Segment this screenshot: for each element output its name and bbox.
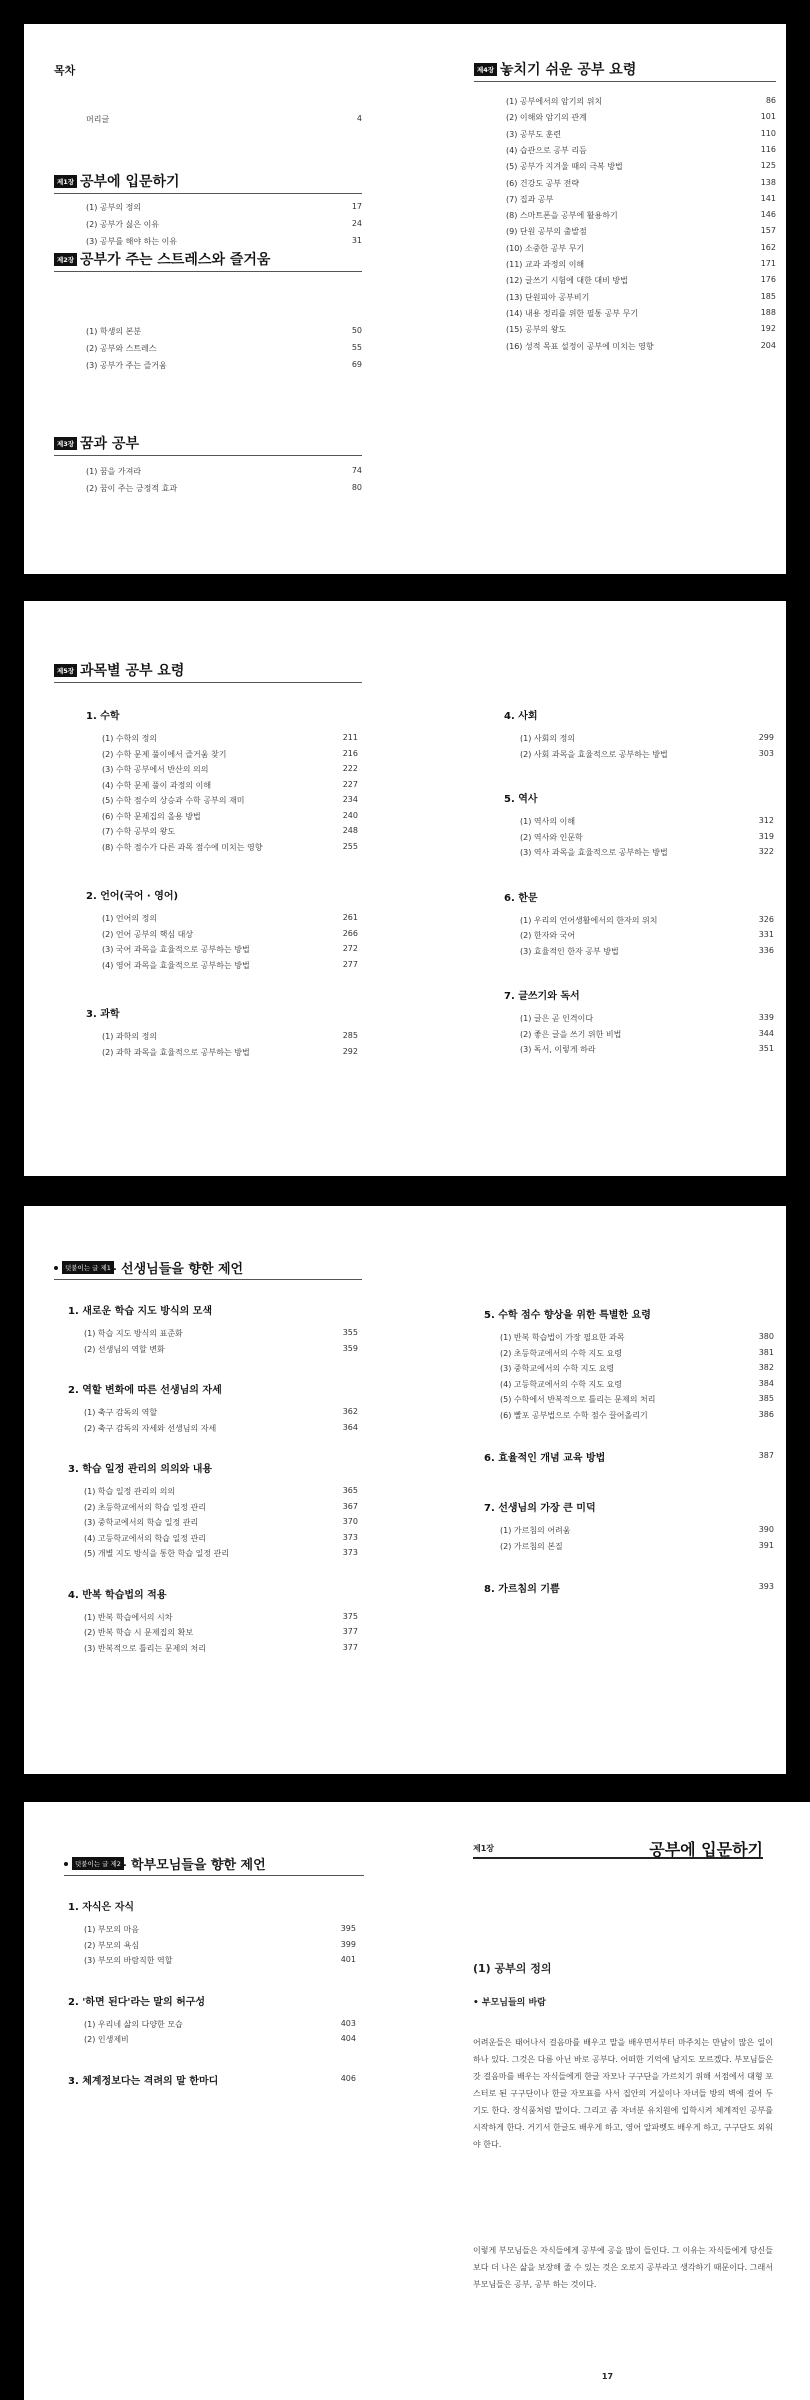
toc-entry bbox=[86, 202, 362, 216]
entry-title: (1) 사회의 정의 bbox=[520, 734, 576, 743]
section-heading: 3. 체계정보다는 격려의 말 한마디 bbox=[68, 2075, 219, 2087]
entry-page: 248 bbox=[342, 826, 358, 835]
entry-page: 377 bbox=[342, 1627, 358, 1636]
entry-title: (3) 반복적으로 틀리는 문제의 처리 bbox=[84, 1643, 206, 1653]
entry-title: (2) 역사와 인문학 bbox=[520, 832, 583, 842]
entry-page: 319 bbox=[758, 831, 774, 841]
toc-entry bbox=[520, 930, 774, 944]
toc-entry bbox=[520, 946, 774, 960]
entry-title: (2) 좋은 글을 쓰기 위한 비법 bbox=[520, 1029, 622, 1039]
entry-title: (2) 수학 문제 풀이에서 즐거움 찾기 bbox=[102, 749, 227, 759]
entry-title: (3) 공부가 주는 즐거움 bbox=[86, 361, 167, 370]
entry-title: (7) 집과 공부 bbox=[506, 194, 554, 204]
toc-heading: 목차 bbox=[54, 64, 76, 77]
entry-page: 141 bbox=[760, 193, 776, 203]
entry-title: (2) 꿈이 주는 긍정적 효과 bbox=[86, 484, 178, 493]
appendix-heading bbox=[54, 1256, 362, 1280]
section-heading: 2. '하면 된다'라는 말의 허구성 bbox=[68, 1996, 206, 2008]
entry-title: (2) 공부와 스트레스 bbox=[86, 344, 157, 353]
chapter-badge: 제3장 bbox=[54, 437, 77, 450]
entry-page: 55 bbox=[351, 343, 362, 352]
entry-title: (4) 영어 과목을 효율적으로 공부하는 방법 bbox=[102, 960, 250, 970]
entry-title: (1) 반복 학습에서의 시차 bbox=[84, 1612, 173, 1622]
entry-title: (2) 인생제비 bbox=[84, 2035, 129, 2044]
entry-page: 339 bbox=[758, 1013, 774, 1022]
entry-page: 381 bbox=[758, 1347, 774, 1357]
entry-title: (2) 초등학교에서의 수학 지도 요령 bbox=[500, 1348, 622, 1358]
toc-entry bbox=[520, 915, 774, 929]
toc-entry bbox=[500, 1541, 774, 1555]
toc-entry bbox=[102, 811, 358, 825]
toc-entry bbox=[500, 1332, 774, 1346]
entry-title: (16) 성적 목표 설정이 공부에 미치는 영향 bbox=[506, 341, 654, 351]
entry-page: 373 bbox=[342, 1532, 358, 1542]
toc-entry bbox=[102, 944, 358, 958]
toc-entry bbox=[84, 1486, 358, 1500]
toc-entry bbox=[102, 929, 358, 943]
section-heading: 5. 수학 점수 향상을 위한 특별한 요령 bbox=[484, 1310, 651, 1321]
entry-page: 386 bbox=[758, 1409, 774, 1419]
entry-title: (8) 수학 점수가 다른 과목 점수에 미치는 영향 bbox=[102, 842, 263, 852]
toc-entry bbox=[520, 733, 774, 747]
entry-title: (2) 이해와 암기의 관계 bbox=[506, 113, 587, 123]
toc-entry bbox=[506, 161, 776, 175]
toc-entry bbox=[500, 1525, 774, 1539]
entry-page: 303 bbox=[758, 748, 774, 758]
chapter-badge: 제5장 bbox=[54, 664, 77, 677]
entry-title: (5) 개별 지도 방식을 통한 학습 일정 관리 bbox=[84, 1549, 230, 1558]
entry-page: 299 bbox=[758, 733, 774, 742]
entry-title: (2) 한자와 국어 bbox=[520, 931, 576, 940]
toc-entry bbox=[84, 1612, 358, 1626]
appendix-tag: 덧붙이는 글 제1 bbox=[62, 1261, 114, 1274]
toc-entry bbox=[86, 466, 362, 480]
section-heading: 1. 수학 bbox=[86, 711, 120, 722]
chapter-number: 제1장 bbox=[473, 1844, 495, 1853]
toc-entry bbox=[102, 913, 358, 927]
entry-page: 185 bbox=[760, 291, 776, 301]
section-page: 387 bbox=[758, 1451, 774, 1460]
entry-page: 138 bbox=[760, 177, 776, 187]
entry-title: (2) 언어 공부의 핵심 대상 bbox=[102, 929, 194, 939]
entry-title: (6) 빨포 공부법으로 수학 점수 끌어올리기 bbox=[500, 1410, 648, 1420]
toc-entry bbox=[102, 826, 358, 840]
toc-entry bbox=[102, 733, 358, 747]
entry-title: (1) 부모의 마음 bbox=[84, 1925, 140, 1934]
entry-title: (1) 학습 일정 관리의 의의 bbox=[84, 1487, 176, 1496]
entry-page: 370 bbox=[342, 1517, 358, 1526]
toc-entry bbox=[86, 360, 362, 374]
entry-title: (5) 수학 점수의 상승과 수학 공부의 재미 bbox=[102, 796, 245, 805]
chapter-heading bbox=[54, 659, 362, 683]
entry-title: (2) 부모의 욕심 bbox=[84, 1940, 140, 1950]
chapter-heading bbox=[54, 432, 362, 456]
toc-entry bbox=[102, 1047, 358, 1061]
entry-page: 382 bbox=[758, 1363, 774, 1372]
chapter-title: 놓치기 쉬운 공부 요령 bbox=[500, 62, 637, 78]
toc-entry bbox=[84, 1548, 358, 1562]
entry-page: 403 bbox=[340, 2018, 356, 2028]
toc-page-4 bbox=[24, 1802, 405, 2400]
toc-entry bbox=[86, 114, 362, 128]
entry-title: (1) 축구 감독의 역할 bbox=[84, 1408, 158, 1417]
entry-page: 359 bbox=[342, 1343, 358, 1353]
entry-title: (3) 공부도 훈련 bbox=[506, 129, 562, 139]
chapter-badge: 제2장 bbox=[54, 253, 77, 266]
section-heading: 4. 반복 학습법의 적용 bbox=[68, 1589, 167, 1601]
entry-title: (1) 수학의 정의 bbox=[102, 734, 158, 743]
section-page: 406 bbox=[340, 2073, 356, 2083]
entry-title: (1) 꿈을 가져라 bbox=[86, 467, 142, 476]
entry-page: 377 bbox=[342, 1642, 358, 1652]
entry-title: (1) 가르침의 어려움 bbox=[500, 1526, 571, 1535]
toc-entry bbox=[520, 832, 774, 846]
entry-title: (12) 글쓰기 시험에 대한 대비 방법 bbox=[506, 276, 628, 286]
entry-page: 204 bbox=[760, 340, 776, 350]
toc-entry bbox=[506, 275, 776, 289]
toc-entry bbox=[506, 243, 776, 257]
entry-page: 364 bbox=[342, 1422, 358, 1432]
toc-entry bbox=[102, 842, 358, 856]
toc-entry bbox=[520, 1029, 774, 1043]
entry-page: 74 bbox=[351, 466, 362, 475]
entry-page: 222 bbox=[342, 764, 358, 773]
toc-entry bbox=[84, 1502, 358, 1516]
entry-title: (14) 내용 정리를 위한 필통 공부 무기 bbox=[506, 308, 639, 318]
entry-page: 384 bbox=[758, 1378, 774, 1388]
entry-title: (4) 습관으로 공부 리듬 bbox=[506, 145, 587, 155]
chapter-heading bbox=[54, 170, 362, 194]
chapter-heading bbox=[474, 58, 776, 82]
appendix-tag: 덧붙이는 글 제2 bbox=[72, 1857, 124, 1870]
toc-page-2 bbox=[24, 601, 786, 1176]
entry-title: (5) 수학에서 반복적으로 틀리는 문제의 처리 bbox=[500, 1395, 656, 1404]
body-paragraph-1: 어려운들은 태어나서 걸음마를 배우고 말을 배우면서부터 마주치는 만남이 많은 일이 하나 있다. 그것은 다름 아닌 바로 공부다. 어떠한 기억에 남지도 모르겠다. 부모님들은 갓 걸음마를 배우는 자식들에게 한글 자모나 구구단을 가르치기 위해 서점에서 대형 포스터로 된 구구단이나 한글 자모표를 사서 집안의 거실이나 자녀들 방의 벽에 걸어 두기도 한다. 장식품처럼 말이다. 그리고 좀 자녀분 유치원에 입학시켜 체계적인 공부를 시작하게 한다. 거기서 한글도 배우게 하고, 영어 알파벳도 배우게 하고, 구구단도 외워야 한다. bbox=[473, 2038, 773, 2149]
chapter-title: 과목별 공부 요령 bbox=[80, 663, 185, 679]
entry-title: (3) 수학 공부에서 반산의 의의 bbox=[102, 765, 209, 774]
toc-entry bbox=[500, 1379, 774, 1393]
chapter-title: 공부에 입문하기 bbox=[649, 1840, 763, 1859]
body-paragraph-2: 이렇게 부모님들은 자식들에게 공부에 공을 많이 들인다. 그 이유는 자식들에게 당신들보다 더 나은 삶을 보장해 줄 수 있는 것은 오로지 공부라고 생각하기 때문이다. 그래서 부모님들은 공부, 공부 하는 것이다. bbox=[473, 2246, 773, 2289]
toc-entry bbox=[84, 1940, 356, 1954]
entry-title: (2) 선생님의 역할 변화 bbox=[84, 1344, 165, 1354]
appendix-title: – 선생님들을 향한 제언 bbox=[110, 1262, 244, 1277]
entry-title: (2) 사회 과목을 효율적으로 공부하는 방법 bbox=[520, 749, 668, 759]
toc-entry bbox=[520, 847, 774, 861]
entry-page: 277 bbox=[342, 959, 358, 969]
entry-page: 234 bbox=[342, 795, 358, 804]
chapter-title: 공부에 입문하기 bbox=[80, 174, 180, 190]
section-heading: 2. 역할 변화에 따른 선생님의 자세 bbox=[68, 1385, 222, 1396]
entry-page: 404 bbox=[340, 2034, 356, 2043]
entry-page: 336 bbox=[758, 945, 774, 955]
entry-title: (1) 공부의 정의 bbox=[86, 203, 142, 212]
entry-title: (1) 우리의 언어생활에서의 한자의 위치 bbox=[520, 915, 658, 925]
toc-entry bbox=[102, 780, 358, 794]
toc-entry bbox=[84, 1955, 356, 1969]
entry-page: 50 bbox=[351, 326, 362, 335]
entry-page: 157 bbox=[760, 226, 776, 236]
section-heading: 6. 한문 bbox=[504, 892, 538, 904]
entry-title: 머리글 bbox=[86, 115, 110, 124]
entry-page: 80 bbox=[351, 483, 362, 492]
entry-page: 240 bbox=[342, 810, 358, 820]
toc-entry bbox=[500, 1348, 774, 1362]
toc-entry bbox=[84, 1344, 358, 1358]
toc-entry bbox=[102, 749, 358, 763]
entry-page: 176 bbox=[760, 275, 776, 285]
entry-page: 125 bbox=[760, 161, 776, 171]
bullet-icon bbox=[64, 1862, 68, 1866]
toc-entry bbox=[506, 194, 776, 208]
entry-title: (2) 반복 학습 시 문제집의 확보 bbox=[84, 1628, 194, 1637]
entry-title: (1) 언어의 정의 bbox=[102, 914, 158, 923]
entry-page: 69 bbox=[351, 360, 362, 369]
entry-title: (1) 과학의 정의 bbox=[102, 1032, 158, 1041]
toc-entry bbox=[84, 1924, 356, 1938]
entry-page: 188 bbox=[760, 307, 776, 317]
toc-entry bbox=[84, 2019, 356, 2033]
toc-entry bbox=[84, 1643, 358, 1657]
chapter-heading bbox=[54, 248, 362, 272]
chapter-heading bbox=[473, 1837, 763, 1859]
appendix-heading bbox=[64, 1852, 364, 1876]
entry-page: 367 bbox=[342, 1501, 358, 1511]
toc-entry bbox=[506, 178, 776, 192]
toc-entry bbox=[506, 341, 776, 355]
entry-title: (4) 고등학교에서의 학습 일정 관리 bbox=[84, 1533, 206, 1543]
toc-entry bbox=[86, 483, 362, 497]
entry-page: 285 bbox=[342, 1031, 358, 1040]
toc-entry bbox=[506, 145, 776, 159]
entry-title: (1) 학생의 본분 bbox=[86, 327, 142, 336]
section-heading: 3. 과학 bbox=[86, 1009, 120, 1020]
entry-page: 312 bbox=[758, 816, 774, 825]
toc-entry bbox=[86, 219, 362, 233]
chapter-title: 꿈과 공부 bbox=[80, 436, 139, 452]
entry-title: (1) 역사의 이해 bbox=[520, 817, 576, 826]
entry-page: 255 bbox=[342, 841, 358, 851]
toc-entry bbox=[506, 129, 776, 143]
section-heading: 8. 가르침의 기쁨 bbox=[484, 1584, 560, 1595]
section-heading: 2. 언어(국어 · 영어) bbox=[86, 891, 179, 902]
section-page: 393 bbox=[758, 1582, 774, 1591]
entry-page: 390 bbox=[758, 1525, 774, 1534]
entry-title: (2) 가르침의 본질 bbox=[500, 1541, 563, 1551]
entry-page: 31 bbox=[351, 236, 362, 245]
entry-title: (5) 공부가 지겨울 때의 극복 방법 bbox=[506, 162, 623, 172]
entry-page: 272 bbox=[342, 944, 358, 953]
bullet-icon bbox=[54, 1266, 58, 1270]
entry-title: (3) 독서, 이렇게 하라 bbox=[520, 1045, 596, 1054]
entry-title: (1) 학습 지도 방식의 표준화 bbox=[84, 1329, 183, 1338]
entry-title: (4) 수학 문제 풀이 과정의 이해 bbox=[102, 780, 212, 790]
section-heading: 6. 효율적인 개념 교육 방법 bbox=[484, 1453, 606, 1464]
toc-entry bbox=[84, 2034, 356, 2048]
entry-title: (1) 공부에서의 암기의 위치 bbox=[506, 97, 603, 106]
entry-page: 326 bbox=[758, 914, 774, 924]
chapter-badge: 제4장 bbox=[474, 63, 497, 76]
toc-entry bbox=[102, 960, 358, 974]
toc-entry bbox=[500, 1363, 774, 1377]
entry-page: 101 bbox=[760, 112, 776, 122]
subsection-title: • 부모님들의 바람 bbox=[473, 1998, 546, 2008]
entry-page: 292 bbox=[342, 1046, 358, 1056]
entry-page: 373 bbox=[342, 1548, 358, 1557]
entry-page: 4 bbox=[356, 114, 362, 123]
entry-title: (2) 과학 과목을 효율적으로 공부하는 방법 bbox=[102, 1047, 250, 1057]
entry-page: 24 bbox=[351, 219, 362, 228]
toc-entry bbox=[506, 226, 776, 240]
entry-title: (3) 중학교에서의 수학 지도 요령 bbox=[500, 1364, 615, 1373]
toc-entry bbox=[86, 236, 362, 250]
entry-title: (3) 부모의 바람직한 역할 bbox=[84, 1956, 173, 1965]
chapter-badge: 제1장 bbox=[54, 175, 77, 188]
section-heading: 5. 역사 bbox=[504, 794, 538, 805]
toc-entry bbox=[506, 292, 776, 306]
toc-entry bbox=[506, 308, 776, 322]
entry-page: 385 bbox=[758, 1394, 774, 1403]
toc-entry bbox=[506, 112, 776, 126]
entry-title: (3) 효율적인 한자 공부 방법 bbox=[520, 946, 619, 956]
entry-title: (4) 고등학교에서의 수학 지도 요령 bbox=[500, 1379, 622, 1389]
entry-page: 17 bbox=[351, 202, 362, 211]
entry-page: 266 bbox=[342, 928, 358, 938]
entry-title: (11) 교과 과정의 이해 bbox=[506, 260, 585, 269]
entry-page: 227 bbox=[342, 779, 358, 789]
toc-entry bbox=[84, 1627, 358, 1641]
section-heading: 1. 새로운 학습 지도 방식의 모색 bbox=[68, 1306, 213, 1317]
toc-entry bbox=[102, 764, 358, 778]
section-title: (1) 공부의 정의 bbox=[473, 1962, 552, 1975]
toc-entry bbox=[84, 1407, 358, 1421]
toc-entry bbox=[506, 210, 776, 224]
section-heading: 1. 자식은 자식 bbox=[68, 1902, 135, 1913]
entry-page: 261 bbox=[342, 913, 358, 922]
toc-page-3 bbox=[24, 1206, 786, 1774]
entry-title: (6) 건강도 공부 전략 bbox=[506, 178, 580, 188]
entry-title: (2) 축구 감독의 자세와 선생님의 자세 bbox=[84, 1423, 217, 1433]
toc-entry bbox=[500, 1410, 774, 1424]
entry-page: 322 bbox=[758, 847, 774, 856]
entry-page: 116 bbox=[760, 144, 776, 154]
entry-page: 110 bbox=[760, 128, 776, 138]
entry-page: 331 bbox=[758, 930, 774, 939]
entry-page: 365 bbox=[342, 1486, 358, 1495]
entry-title: (3) 역사 과목을 효율적으로 공부하는 방법 bbox=[520, 848, 668, 857]
page-number: 17 bbox=[601, 2372, 614, 2381]
toc-entry bbox=[84, 1517, 358, 1531]
entry-page: 391 bbox=[758, 1540, 774, 1550]
section-heading: 7. 글쓰기와 독서 bbox=[504, 991, 580, 1002]
entry-page: 171 bbox=[760, 259, 776, 268]
entry-page: 216 bbox=[342, 748, 358, 758]
entry-title: (2) 초등학교에서의 학습 일정 관리 bbox=[84, 1502, 206, 1512]
body-page bbox=[405, 1802, 810, 2400]
toc-entry bbox=[500, 1394, 774, 1408]
entry-title: (8) 스마트폰을 공부에 활용하기 bbox=[506, 211, 618, 221]
entry-title: (3) 공부를 해야 하는 이유 bbox=[86, 237, 178, 246]
toc-entry bbox=[520, 1013, 774, 1027]
entry-title: (10) 소중한 공부 무기 bbox=[506, 243, 585, 253]
entry-title: (15) 공부의 왕도 bbox=[506, 325, 567, 335]
toc-entry bbox=[520, 816, 774, 830]
toc-entry bbox=[84, 1533, 358, 1547]
entry-title: (1) 반복 학습법이 가장 필요한 과목 bbox=[500, 1333, 625, 1342]
toc-entry bbox=[86, 326, 362, 340]
entry-title: (6) 수학 문제집의 올용 방법 bbox=[102, 811, 201, 821]
entry-title: (2) 공부가 싫은 이유 bbox=[86, 220, 160, 229]
entry-title: (9) 단원 공부의 출발점 bbox=[506, 227, 587, 237]
toc-entry bbox=[86, 343, 362, 357]
entry-page: 380 bbox=[758, 1332, 774, 1341]
entry-page: 375 bbox=[342, 1611, 358, 1621]
entry-page: 344 bbox=[758, 1028, 774, 1038]
entry-page: 395 bbox=[340, 1924, 356, 1933]
entry-page: 355 bbox=[342, 1328, 358, 1337]
chapter-title: 공부가 주는 스트레스와 즐거움 bbox=[80, 252, 271, 268]
entry-page: 192 bbox=[760, 324, 776, 334]
entry-page: 146 bbox=[760, 210, 776, 220]
entry-page: 211 bbox=[342, 733, 358, 742]
entry-page: 86 bbox=[765, 96, 776, 105]
entry-title: (3) 중학교에서의 학습 일정 관리 bbox=[84, 1518, 199, 1527]
section-heading: 3. 학습 일정 관리의 의의와 내용 bbox=[68, 1464, 213, 1475]
toc-page-1 bbox=[24, 24, 786, 574]
entry-title: (13) 단원피아 공부비기 bbox=[506, 292, 590, 302]
entry-page: 362 bbox=[342, 1407, 358, 1416]
section-heading: 7. 선생님의 가장 큰 미덕 bbox=[484, 1503, 596, 1514]
toc-entry bbox=[84, 1328, 358, 1342]
entry-title: (1) 글은 곧 인격이다 bbox=[520, 1014, 594, 1023]
toc-entry bbox=[520, 1044, 774, 1058]
toc-entry bbox=[506, 324, 776, 338]
entry-title: (1) 우리네 삶의 다양한 모습 bbox=[84, 2019, 183, 2029]
entry-title: (3) 국어 과목을 효율적으로 공부하는 방법 bbox=[102, 945, 250, 954]
appendix-title: – 학부모님들을 향한 제언 bbox=[120, 1858, 266, 1873]
entry-page: 401 bbox=[340, 1955, 356, 1964]
toc-entry bbox=[520, 749, 774, 763]
entry-title: (7) 수학 공부의 왕도 bbox=[102, 827, 176, 836]
entry-page: 162 bbox=[760, 242, 776, 252]
entry-page: 399 bbox=[340, 1939, 356, 1949]
toc-entry bbox=[102, 1031, 358, 1045]
entry-page: 351 bbox=[758, 1044, 774, 1053]
section-heading: 4. 사회 bbox=[504, 711, 538, 722]
toc-entry bbox=[102, 795, 358, 809]
toc-entry bbox=[506, 96, 776, 110]
toc-entry bbox=[506, 259, 776, 273]
toc-entry bbox=[84, 1423, 358, 1437]
